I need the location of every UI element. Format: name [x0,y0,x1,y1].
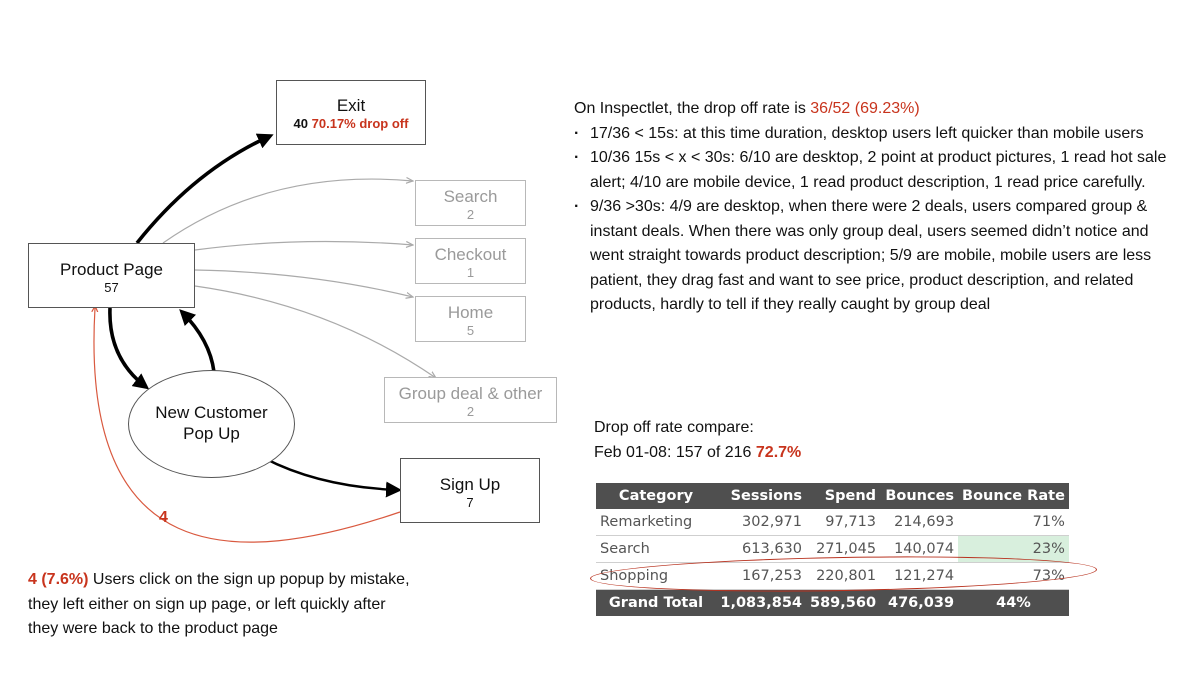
edge-popup-to-product [182,312,214,372]
cell-bounces: 140,074 [880,536,958,563]
total-spend: 589,560 [806,590,880,617]
compare-range-value: 72.7% [755,443,802,461]
edge-product-to-checkout [195,241,413,250]
edge-product-to-popup [110,308,146,387]
notes-bullet-2: · 10/36 15s < x < 30s: 6/10 are desktop, 2 point at product pictures, 1 read hot sale alert; 4/10 are mobile device, 1 read product description, 1 read price carefully. [574,146,1182,195]
cell-bounce-rate: 73% [958,563,1069,590]
notes-intro: On Inspectlet, the drop off rate is [574,100,811,117]
mistake-note-line3: they were back to the product page [28,620,278,637]
edge-popup-to-signup [264,458,398,490]
node-home-title: Home [447,303,494,322]
col-sessions: Sessions [716,483,806,509]
node-exit-title: Exit [336,96,366,115]
cell-category: Remarketing [596,509,716,536]
notes-bullet-1: · 17/36 < 15s: at this time duration, desktop users left quicker than mobile users [574,122,1182,147]
notes-bullet-3: · 9/36 >30s: 4/9 are desktop, when there were 2 deals, users compared group & instant deals. When there was only group deal, users seemed didn’t notice and went straight towards product description; 5/9 are mobile, mobile users are less patient, they drag fast and want to see price, product description, and related products, hardly to tell if they really caught by group deal [574,195,1182,318]
node-exit-drop: 70.17% drop off [311,116,409,131]
node-checkout-title: Checkout [434,245,507,264]
cell-spend: 220,801 [806,563,880,590]
total-sessions: 1,083,854 [716,590,806,617]
node-home-count: 5 [466,323,475,338]
cell-sessions: 167,253 [716,563,806,590]
node-group-deal-count: 2 [466,404,475,419]
col-bounce-rate: Bounce Rate [958,483,1069,509]
node-checkout-count: 1 [466,265,475,280]
node-product-page-count: 57 [104,280,119,295]
edge-product-to-home [195,270,413,297]
node-signup [400,458,540,523]
table-total-row [596,590,1069,617]
node-exit [276,80,426,145]
node-search [415,180,526,226]
cell-category: Shopping [596,563,716,590]
total-label: Grand Total [596,590,716,617]
mistake-note-highlight: 4 (7.6%) [28,571,89,588]
col-category: Category [596,483,716,509]
notes-intro-value: 36/52 (69.23%) [810,100,920,117]
col-bounces: Bounces [880,483,958,509]
cell-spend: 97,713 [806,509,880,536]
cell-bounces: 121,274 [880,563,958,590]
return-edge-label: 4 [159,509,168,526]
cell-sessions: 302,971 [716,509,806,536]
node-checkout [415,238,526,284]
cell-bounce-rate: 23% [958,536,1069,563]
bounce-table [596,483,1069,616]
cell-category: Search [596,536,716,563]
col-spend: Spend [806,483,880,509]
node-popup-line2: Pop Up [183,424,240,443]
cell-bounces: 214,693 [880,509,958,536]
edge-product-to-exit [137,136,270,243]
cell-bounce-rate: 71% [958,509,1069,536]
node-signup-count: 7 [466,495,474,510]
edge-product-to-group [195,286,436,378]
table-header-row [596,483,1069,509]
node-exit-count: 40 [293,116,309,131]
inspectlet-notes [574,97,1182,318]
compare-block [594,416,994,465]
node-popup [128,370,295,478]
mistake-note-line1: Users click on the sign up popup by mistake, [88,571,410,588]
mistake-note-line2: they left either on sign up page, or left quickly after [28,595,386,613]
total-bounces: 476,039 [880,590,958,617]
node-signup-title: Sign Up [439,475,501,494]
node-group-deal [384,377,557,423]
node-search-title: Search [443,187,498,206]
cell-spend: 271,045 [806,536,880,563]
total-bounce-rate: 44% [958,590,1069,617]
notes-bullets [574,122,1182,318]
node-group-deal-title: Group deal & other [398,384,543,403]
node-popup-line1: New Customer [155,403,268,422]
edge-product-to-search [163,179,413,243]
mistake-note [28,568,468,642]
node-product-page-title: Product Page [59,260,163,279]
table-row [596,509,1069,536]
compare-title: Drop off rate compare: [594,419,754,436]
compare-range-text: Feb 01-08: 157 of 216 [594,443,756,461]
node-home [415,296,526,342]
node-search-count: 2 [466,207,475,222]
node-product-page [28,243,195,308]
cell-sessions: 613,630 [716,536,806,563]
